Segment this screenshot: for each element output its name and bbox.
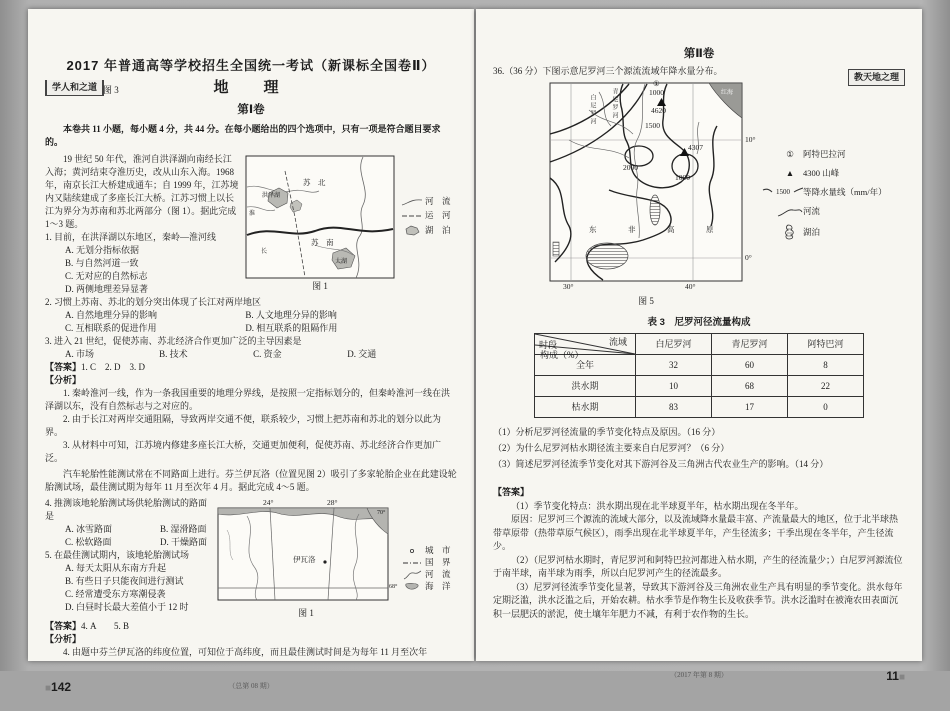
q2-options-row1: [65, 309, 457, 322]
isohyet-sample-value: 1500: [776, 188, 790, 196]
flood-white: 10: [636, 376, 712, 397]
figure-jiangsu-map: [245, 155, 457, 293]
q3-option-d: D. 交通: [347, 349, 377, 359]
border-line-icon: [399, 560, 425, 566]
q2-option-b: B. 人文地理分异的影响: [245, 310, 337, 320]
label-white-nile: 白尼罗河: [589, 94, 595, 126]
table3-header-row: [535, 334, 864, 355]
legend-label-city: 城 市: [425, 545, 451, 555]
q1-option-c: C. 无对应的自然标志: [65, 271, 148, 281]
answer-2: （2）（尼罗河枯水期时，青尼罗河和阿特巴拉河都进入枯水期，产生的径流量少；）白尼罗河源流位于南半球，南半球为雨季，所以白尼罗河产生的径流最多。: [493, 554, 903, 578]
q4-option-c: C. 松软路面: [65, 537, 112, 547]
row-label-flood: 洪水期: [535, 376, 636, 397]
legend5-row-lake: [777, 224, 887, 240]
label-68deg: 68°: [389, 584, 398, 590]
finland-map-graphic: [217, 500, 398, 606]
column-badge-right: 教天地之理: [848, 69, 905, 86]
legend-label-border: 国 界: [425, 557, 451, 567]
q1-option-a: A. 无划分指标依据: [65, 245, 139, 255]
label-subei: 苏 北: [303, 178, 326, 187]
label-east-african-plateau: 东 非 高 原: [589, 225, 726, 234]
table3-row-flood: [535, 376, 864, 397]
label-peak-4307: 4307: [688, 143, 703, 152]
table3-col-blue-nile: 青尼罗河: [712, 334, 788, 355]
label-70deg: 70°: [377, 510, 386, 516]
ocean-icon: [399, 582, 425, 591]
label-red-sea: 红海: [721, 90, 734, 96]
page-square-icon-right: ■: [898, 672, 905, 683]
table3: [534, 333, 864, 418]
analysis-q4: 4. 由题中芬兰伊瓦洛的纬度位置，可知位于高纬度，而且最佳测试时间是为每年 11 月至次年: [63, 647, 428, 657]
analysis-label-1: 【分析】: [45, 375, 82, 385]
legend-row-lake: [399, 224, 451, 236]
table3-col-white-nile: 白尼罗河: [636, 334, 712, 355]
legend-label-river: 河 流: [425, 196, 451, 206]
exam-title: 2017 年普通高等学校招生全国统一考试（新课标全国卷Ⅱ）: [66, 58, 436, 73]
figure2-caption: 图 1: [298, 608, 314, 618]
answer-4-5-values: 4. A 5. B: [81, 621, 130, 631]
page-number-left-value: 142: [51, 680, 72, 694]
corner-label-period: 时段: [539, 340, 558, 350]
q5-option-b: B. 有些日子只能夜间进行测试: [65, 576, 184, 586]
finland-map-legend: [399, 544, 451, 620]
legend-label-ocean: 海 洋: [425, 581, 451, 591]
q4-stem: 4. 推测该地轮胎测试场供轮胎测试的路面是: [45, 498, 208, 521]
q3-options-row: [65, 348, 457, 361]
label-hongze-lake: 洪泽湖: [262, 193, 281, 199]
figure-nile-block: [493, 79, 905, 308]
label-sunan: 苏 南: [311, 238, 334, 247]
column-badge-left: 学人和之道: [45, 80, 104, 96]
legend5-row-river: [777, 205, 887, 218]
dry-atbarah: 0: [788, 397, 864, 418]
legend-row-river2: [399, 569, 451, 580]
analysis-q2: 2. 由于长江对两岸交通阻隔，导致两岸交通不便，联系较少，习惯上把苏南和苏北的划分以此为界。: [45, 414, 442, 437]
corner-label-basin: 流域: [608, 337, 627, 347]
q2-option-c: C. 互相联系的促进作用: [65, 323, 157, 333]
nile-map-legend: [777, 142, 887, 308]
analysis-q1: 1. 秦岭淮河一线，作为一条我国重要的地理分界线，是按照一定指标划分的，但秦岭淮河一线在洪泽湖以东，没有自然标志与之对应的。: [45, 388, 451, 411]
legend5-label-river: 河流: [803, 206, 821, 216]
q5-stem: 5. 在最佳测试期内，该地轮胎测试场: [45, 550, 190, 560]
table3-col-atbarah: 阿特巴河: [788, 334, 864, 355]
q1-stem: 1. 目前，在洪泽湖以东地区，秦岭—淮河线: [45, 232, 217, 242]
peak-triangle-icon: ▲: [785, 168, 795, 178]
annual-atbarah: 8: [788, 355, 864, 376]
dry-white: 83: [636, 397, 712, 418]
page-left: [28, 9, 474, 694]
legend-label-canal: 运 河: [425, 210, 451, 220]
legend-row-river: [399, 196, 451, 207]
label-iso-1500: 1500: [645, 121, 660, 130]
label-24deg: 24°: [263, 498, 274, 507]
q36-answer-block: [493, 486, 905, 621]
nile-map: [549, 79, 759, 308]
subject-name: 地 理: [213, 79, 289, 96]
q5-option-d: D. 白昼时长最大差值小于 12 时: [65, 602, 189, 612]
page-number-right-value: 11: [886, 669, 899, 683]
answer-3: （3）尼罗河径流季节变化显著，导致其下游河谷及三角洲农业生产具有明显的季节变化。洪水每年定期泛滥，洪水泛滥之后，开始农耕。枯水季节是作物生长及收获季节。洪水泛滥时在被淹农田表面沉积一层肥沃的淤泥，使土壤年年肥力不减，有利于农作物的生长。: [493, 581, 903, 619]
stray-figure-label: 图 3: [103, 85, 119, 95]
legend-row-canal: [399, 210, 451, 221]
legend5-label-peak: 4300 山峰: [803, 168, 840, 178]
label-30deg: 30°: [563, 282, 574, 291]
q4-option-b: B. 湿滑路面: [160, 524, 207, 534]
legend-row-ocean: [399, 581, 451, 592]
answer-4-5-line: [45, 620, 457, 633]
q2-stem: 2. 习惯上苏南、苏北的划分突出体现了长江对两岸地区: [45, 297, 262, 307]
legend5-row-peak: [777, 167, 887, 180]
circled-1-icon: ①: [786, 149, 794, 159]
label-changjiang: 长: [261, 249, 268, 255]
answer-1-reason: 原因：尼罗河三个源流的流域大部分，以及流域降水量最丰富、产流量最大的地区，位于北半球热带草原带（热带草原气候区），雨季出现在北半球夏半年，产生径流多；干季出现在冬半年，产生径流少。: [493, 514, 899, 551]
answer-label-2: 【答案】: [45, 621, 82, 631]
q3-option-a: A. 市场: [65, 349, 94, 359]
section-1-heading: 第Ⅰ卷: [237, 104, 265, 116]
q36-subquestions: [493, 424, 905, 472]
river-line-icon-2: [399, 570, 425, 580]
q1-option-d: D. 两侧地理差异显著: [65, 284, 148, 294]
label-blue-nile: 青尼罗河: [611, 88, 617, 120]
q4-option-a: A. 冰雪路面: [65, 524, 112, 534]
label-taihu: 太湖: [335, 259, 348, 265]
q2-option-a: A. 自然地理分异的影响: [65, 310, 158, 320]
answer-1-3-line: [45, 361, 457, 374]
subject-row: [45, 81, 457, 96]
answer-1-3-values: 1. C 2. D 3. D: [81, 362, 146, 372]
legend5-label-isohyet: 等降水量线（mm/年）: [803, 187, 887, 197]
river-line-icon: [399, 198, 425, 206]
q3-option-b: B. 技术: [159, 349, 188, 359]
footer-issue-right: （2017 年第 8 期）: [670, 671, 728, 679]
label-10deg: 10°: [745, 135, 756, 144]
q3-option-c: C. 资金: [253, 349, 282, 359]
label-0deg: 0°: [745, 253, 752, 262]
q4-options-row2: [65, 536, 213, 549]
q2-options-row2: [65, 322, 457, 335]
annual-blue: 60: [712, 355, 788, 376]
analysis-label-2: 【分析】: [45, 634, 82, 644]
table3-row-dry: [535, 397, 864, 418]
corner-label-composition: 构成（%）: [540, 350, 584, 360]
section-2-heading: 第Ⅱ卷: [683, 48, 715, 60]
legend-row-border: [399, 557, 451, 568]
city-dot-icon: [399, 547, 425, 555]
q36-sub2: （2）为什么尼罗河枯水期径流主要来自白尼罗河？（6 分）: [493, 443, 730, 453]
block-q1-3: [45, 153, 457, 296]
q5-option-a: A. 每天太阳从东南方升起: [65, 563, 167, 573]
q4-options-row1: [65, 523, 213, 536]
jiangsu-map: [245, 155, 395, 293]
jiangsu-map-graphic: [245, 155, 395, 279]
block-q4-5: [45, 497, 457, 620]
label-iso-1000-right: 1000: [675, 173, 690, 182]
q5-option-c: C. 经常遭受东方寒潮侵袭: [65, 589, 166, 599]
canal-line-icon: [399, 213, 425, 219]
q1-option-b: B. 与自然河道一致: [65, 258, 139, 268]
legend-label-river2: 河 流: [425, 569, 451, 579]
q36-intro: 36.（36 分）下图示意尼罗河三个源流流域年降水量分布。: [493, 66, 723, 76]
lake-blob-icon: [777, 224, 803, 240]
table3-corner-cell: [535, 334, 636, 360]
answer-label-right: 【答案】: [493, 487, 530, 497]
page-right: [476, 9, 922, 683]
river-curve-icon: [777, 206, 803, 218]
lake-shape-icon: [399, 224, 425, 236]
row-label-dry: 枯水期: [535, 397, 636, 418]
label-circled-1: ①: [653, 79, 660, 88]
legend-row-city: [399, 545, 451, 556]
table3-caption: 表 3 尼罗河径流量构成: [647, 317, 751, 328]
label-huai-river: 淮: [249, 211, 256, 217]
q36-sub1: （1）分析尼罗河径流量的季节变化特点及原因。（16 分）: [493, 427, 721, 437]
label-peak-4620: 4620: [651, 106, 666, 115]
exam-instructions: 本卷共 11 小题，每小题 4 分，共 44 分。在每小题给出的四个选项中，只有一项是符合题目要求的。: [45, 124, 441, 147]
dry-blue: 17: [712, 397, 788, 418]
legend5-row-isohyet: [777, 186, 887, 199]
label-iso-1000-top: 1000: [649, 88, 664, 97]
legend5-label-atbarah: 阿特巴拉河: [803, 149, 846, 159]
q3-stem: 3. 进入 21 世纪，促使苏南、苏北经济合作更加广泛的主导因素是: [45, 336, 302, 346]
flood-blue: 68: [712, 376, 788, 397]
flood-atbarah: 22: [788, 376, 864, 397]
legend-label-lake: 湖 泊: [425, 224, 451, 235]
q4-option-d: D. 干燥路面: [160, 537, 207, 547]
q2-option-d: D. 相互联系的阻隔作用: [245, 323, 338, 333]
passage-2: 汽车轮胎性能测试常在不同路面上进行。芬兰伊瓦洛（位置见图 2）吸引了多家轮胎企业在此建设轮胎测试场，最佳测试期为每年 11 月至次年 4 月。据此完成 4～5 题。: [45, 469, 457, 492]
label-28deg: 28°: [327, 498, 338, 507]
jiangsu-map-legend: [399, 193, 451, 293]
legend5-label-lake: 湖泊: [803, 226, 821, 237]
figure1-caption: 图 1: [312, 281, 328, 291]
legend5-row-atbarah: [777, 148, 887, 161]
label-iso-2000: 2000: [623, 163, 638, 172]
finland-map: [217, 498, 398, 620]
footer-issue-left: （总第 08 期）: [228, 682, 274, 690]
annual-white: 32: [636, 355, 712, 376]
answer-1-features: （1）季节变化特点：洪水期出现在北半球夏半年，枯水期出现在冬半年。: [511, 500, 804, 511]
page-square-icon-left: ■: [45, 683, 52, 694]
q36-sub3: （3）简述尼罗河径流季节变化对其下游河谷及三角洲古代农业生产的影响。（14 分）: [493, 459, 829, 469]
figure5-caption: 图 5: [638, 296, 654, 306]
passage-1: 19 世纪 50 年代，淮河自洪泽湖向南经长江入海；黄河结束夺淮历史，改从山东入海。1968 年，南京长江大桥建成通车；自 1999 年，江苏境内又陆续建成了多座长江大桥。江苏习惯上以长江为界分为苏南和苏北两部分（图 1）。据此完成 1～3 题。: [45, 154, 239, 229]
label-ivalo: 伊瓦洛: [293, 555, 316, 564]
isohyet-line-icon: [763, 186, 803, 199]
row-label-annual: 全年: [535, 355, 636, 376]
label-40deg: 40°: [685, 282, 696, 291]
analysis-q3: 3. 从材料中可知，江苏境内修建多座长江大桥，交通更加便利，促使苏南、苏北经济合作更加广泛。: [45, 440, 442, 463]
answer-label: 【答案】: [45, 362, 82, 372]
figure-finland-map: [217, 500, 457, 620]
